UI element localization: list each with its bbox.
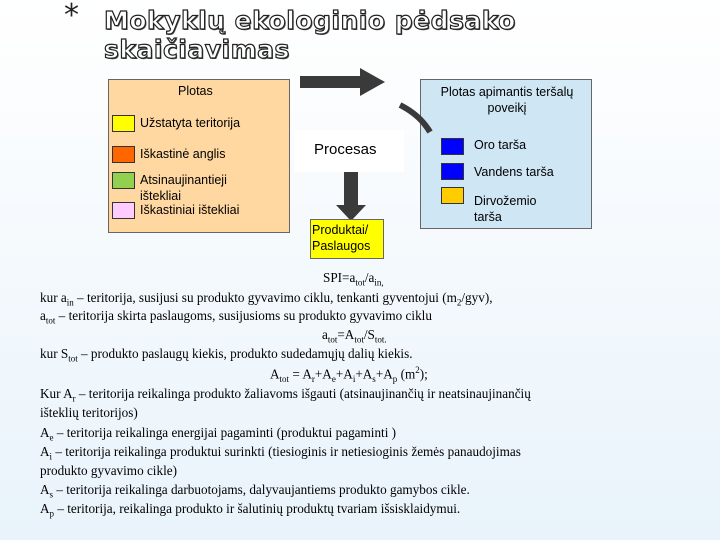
spi-formula-sub: tot bbox=[355, 277, 365, 288]
text: A bbox=[40, 425, 50, 440]
soil-pollution-swatch bbox=[441, 187, 464, 204]
text: – teritorija reikalinga produkto žaliavoms išgauti (atsinaujinančių ir neatsinaujinančių bbox=[75, 386, 531, 401]
built-area-label: Užstatyta teritorija bbox=[140, 116, 241, 130]
definition-atot bbox=[40, 308, 432, 326]
arrow-process-to-pollution bbox=[400, 105, 430, 132]
water-pollution-label: Vandens tarša bbox=[474, 165, 554, 179]
text: A bbox=[40, 501, 50, 516]
text: – teritorija reikalinga energijai pagaminti (produktui pagaminti ) bbox=[53, 425, 397, 440]
products-label: Produktai/ Paslaugos bbox=[312, 223, 371, 254]
air-pollution-swatch bbox=[441, 138, 464, 155]
text: Kur A bbox=[40, 386, 73, 401]
text: +A bbox=[355, 366, 373, 382]
text: A bbox=[270, 366, 280, 382]
text: A bbox=[40, 482, 50, 497]
text: = A bbox=[289, 366, 312, 382]
sub: tot bbox=[354, 334, 364, 345]
arrow-process-to-products bbox=[336, 172, 366, 221]
text: – produkto paslaugų kiekis, produkto sudedamųjų dalių kiekis. bbox=[77, 346, 413, 361]
definition-ar-cont: išteklių teritorijos) bbox=[40, 405, 138, 420]
text: kur S bbox=[40, 346, 69, 361]
built-area-swatch bbox=[112, 115, 135, 132]
sub: p bbox=[49, 508, 55, 519]
area-total-formula bbox=[270, 365, 428, 384]
definition-ar bbox=[40, 386, 531, 404]
air-pollution-label: Oro tarša bbox=[474, 138, 527, 152]
arrow-area-to-process bbox=[300, 68, 385, 96]
text: – teritorija, susijusi su produkto gyvavimo ciklu, tenkanti gyventojui (m bbox=[73, 290, 457, 305]
fossil-resources-swatch bbox=[112, 202, 135, 219]
text: =A bbox=[337, 327, 355, 342]
sub: tot bbox=[327, 334, 338, 345]
text: +A bbox=[375, 366, 393, 382]
text: – teritorija reikalinga darbuotojams, dalyvaujantiems produkto gamybos cikle. bbox=[53, 482, 470, 497]
fossil-resources-label: Iškastiniai ištekliai bbox=[140, 203, 240, 217]
text: a bbox=[40, 308, 46, 323]
sub: e bbox=[331, 374, 336, 385]
sub: r bbox=[72, 393, 76, 404]
renewable-swatch bbox=[112, 172, 135, 189]
water-pollution-swatch bbox=[441, 163, 464, 180]
sub: i bbox=[352, 374, 356, 385]
spi-formula bbox=[323, 270, 384, 288]
renewable-label: Atsinaujinantieji ištekliai bbox=[140, 173, 227, 204]
definition-ain bbox=[40, 290, 493, 308]
sub: i bbox=[49, 451, 53, 462]
definition-ae bbox=[40, 425, 396, 443]
text: (m bbox=[397, 366, 416, 382]
sub: p bbox=[392, 374, 398, 385]
definition-ai-cont: produkto gyvavimo cikle) bbox=[40, 463, 177, 478]
sub: in bbox=[66, 297, 74, 308]
process-label: Procesas bbox=[314, 141, 377, 158]
text: /S bbox=[363, 327, 375, 342]
definition-ap bbox=[40, 501, 460, 519]
text: – teritorija reikalinga produktui surinkti (tiesioginis ir netiesioginis žemės panaudojimas bbox=[52, 444, 521, 459]
spi-formula-text: /a bbox=[364, 270, 375, 285]
slide-title: Mokyklų ekologinio pėdsako skaičiavimas bbox=[104, 6, 516, 64]
soil-pollution-label: Dirvožemio tarša bbox=[474, 194, 537, 225]
spi-formula-sub: in, bbox=[374, 277, 384, 288]
text: – teritorija, reikalinga produkto ir šalutinių produktų tvariam išsisklaidymui. bbox=[54, 501, 461, 516]
sup: 2 bbox=[415, 365, 420, 375]
definition-ai bbox=[40, 444, 521, 462]
fossil-coal-swatch bbox=[112, 146, 135, 163]
text: /gyv), bbox=[461, 290, 493, 305]
sub: s bbox=[49, 489, 54, 500]
sub: tot bbox=[45, 315, 56, 326]
definition-as bbox=[40, 482, 470, 500]
sub: tot bbox=[279, 374, 290, 385]
sub: 2 bbox=[456, 297, 462, 308]
area-box-title: Plotas bbox=[178, 84, 213, 98]
text: A bbox=[40, 444, 50, 459]
sub: tot bbox=[68, 353, 78, 364]
pollution-area-box-title: Plotas apimantis teršalų poveikį bbox=[440, 85, 574, 116]
text: +A bbox=[314, 366, 332, 382]
spi-formula-text: SPI=a bbox=[323, 270, 356, 285]
text: a bbox=[322, 327, 328, 342]
definition-stot bbox=[40, 346, 413, 364]
bullet-asterisk: * bbox=[64, 0, 79, 33]
sub: e bbox=[49, 432, 54, 443]
text: +A bbox=[335, 366, 353, 382]
sub: s bbox=[372, 374, 376, 385]
text: ); bbox=[419, 366, 428, 382]
text: – teritorija skirta paslaugoms, susijusioms su produkto gyvavimo ciklu bbox=[55, 308, 432, 323]
fossil-coal-label: Iškastinė anglis bbox=[140, 147, 226, 161]
sub: r bbox=[311, 374, 315, 385]
sub: tot. bbox=[374, 334, 387, 345]
text: kur a bbox=[40, 290, 67, 305]
atot-formula bbox=[322, 327, 387, 345]
